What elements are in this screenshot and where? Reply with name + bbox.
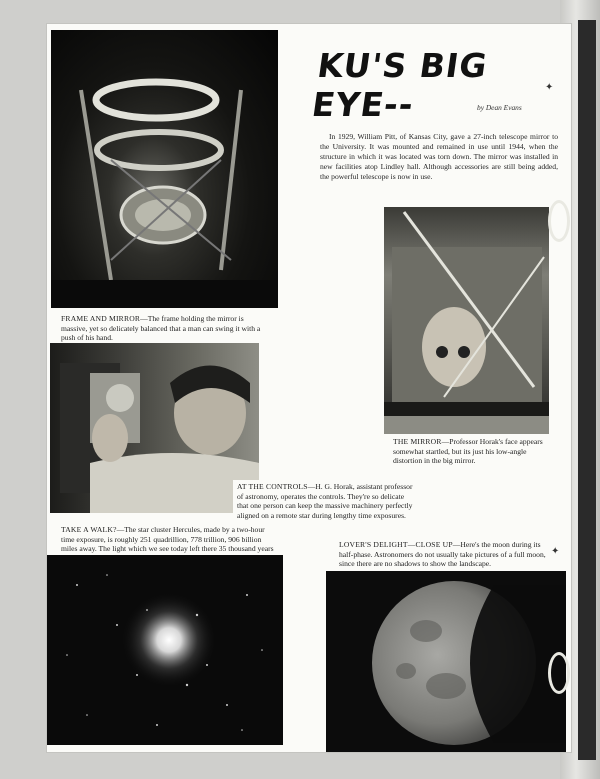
photo-the-mirror	[384, 207, 549, 434]
article-title: KU'S BIG EYE--	[309, 46, 491, 124]
caption-lead: TAKE A WALK?	[61, 525, 117, 534]
photo-star-cluster	[47, 555, 283, 745]
caption-lead: LOVER'S DELIGHT—CLOSE UP	[339, 540, 453, 549]
byline: by Dean Evans	[477, 103, 522, 112]
next-page-edge	[578, 20, 596, 760]
photo-at-the-controls	[50, 343, 259, 513]
caption-at-the-controls	[233, 480, 421, 522]
caption-text: —Professor Horak's face appears somewhat startled, but its just his low-angle distortion in the big mirror.	[393, 437, 543, 466]
caption-text: —Here's the moon during its half-phase. Astronomers do not usually take pictures of a full moon, since there are no shadows to show the landscape.	[339, 540, 546, 569]
photo-frame-and-mirror	[51, 30, 278, 308]
caption-the-mirror	[393, 437, 543, 466]
binder-ring-top	[548, 200, 570, 242]
printer-mark-2: ✦	[551, 546, 560, 557]
printer-mark-1: ✦	[545, 82, 554, 93]
photo-moon	[326, 571, 566, 752]
magazine-page	[47, 24, 571, 752]
caption-lead: AT THE CONTROLS	[237, 482, 308, 491]
caption-lead: THE MIRROR	[393, 437, 442, 446]
caption-text: —H. G. Horak, assistant professor of astronomy, operates the controls. They're so delicate that one person can keep the massive machinery perfectly aligned on a remote star during lengthy time exposures.	[237, 482, 413, 520]
caption-text: —The star cluster Hercules, made by a two-hour time exposure, is roughly 251 quadrillion, 778 trillion, 906 billion miles away. The light which we see today left there 35 thousand years	[61, 525, 274, 554]
binder-ring-bottom	[548, 652, 570, 694]
intro-paragraph: In 1929, William Pitt, of Kansas City, gave a 27-inch telescope mirror to the University. It was mounted and remained in use until 1944, when the structure in which it was located was torn down. The mirror was installed in new facilities atop Lindley hall. Although accessories are still being added, the powerful telescope is now in use.	[320, 132, 558, 182]
caption-lovers-delight	[339, 540, 555, 569]
caption-text: —The frame holding the mirror is massive, yet so delicately balanced that a man can swing it with a push of his hand.	[61, 314, 261, 343]
caption-frame-and-mirror	[61, 314, 269, 343]
caption-lead: FRAME AND MIRROR	[61, 314, 141, 323]
